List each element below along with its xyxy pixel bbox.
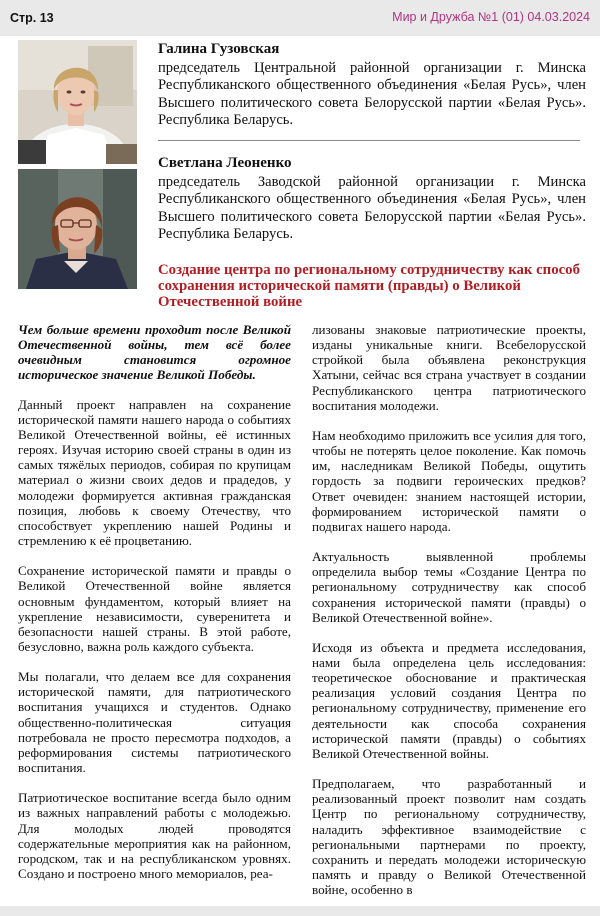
article-paragraph: Актуальность выявленной проблемы определила выбор темы «Создание Центра по региональному сотрудничеству как способ сохранения исторической памяти (правды) о Великой Отечественной войне». (312, 549, 586, 625)
article-title: Создание центра по региональному сотрудничеству как способ сохранения исторической памяти (правды) о Великой Отечественной войне (158, 262, 580, 310)
page-footer-bar (0, 906, 600, 916)
person-card-1 (158, 41, 586, 130)
person-description: председатель Заводской районной организации г. Минска Республиканского общественного объединения «Белая Русь», член Высшего политического совета Белорусской партии «Белая Русь». Республика Беларусь. (158, 173, 586, 243)
page-header (0, 0, 600, 36)
person-name: Светлана Леоненко (158, 155, 292, 171)
article-column-right (312, 322, 586, 912)
portrait-photo-2 (18, 169, 137, 289)
issue-info: Мир и Дружба №1 (01) 04.03.2024 (392, 10, 590, 24)
article-paragraph: Патриотическое воспитание всегда было одним из важных направлений работы с молодежью. Для молодых людей проводятся содержательные мероприятия как на районном, городском, так и на республиканском уровнях. Создано и построено много мемориалов, реа- (18, 790, 291, 881)
article-paragraph: Предполагаем, что разработанный и реализованный проект позволит нам создать Центр по региональному сотрудничеству, наладить эффективное взаимодействие с региональными партнерами по проекту, сохранить и передать молодежи историческую память и правду о Великой Отечественной войне, особенно в (312, 776, 586, 898)
article-paragraph: Мы полагали, что делаем все для сохранения исторической памяти, для патриотического воспитания учащихся и студентов. Однако общественно-политическая ситуация потребовала не просто пересмотра подходов, а реформирования системы патриотического воспитания. (18, 669, 291, 776)
person-description: председатель Центральной районной организации г. Минска Республиканского общественного объединения «Белая Русь», член Высшего политического совета Белорусской партии «Белая Русь». Республика Беларусь. (158, 59, 586, 129)
article-paragraph: Исходя из объекта и предмета исследования, нами была определена цель исследования: теоретическое обоснование и практическая реализация условий создания Центра по региональному сотрудничеству, применение его деятельности как способа сохранения исторической памяти (правды) о событиях Великой Отечественной войны. (312, 639, 586, 761)
person-card-2 (158, 155, 586, 244)
article-paragraph: Данный проект направлен на сохранение исторической памяти нашего народа о событиях Великой Отечественной войны, её истинных героях. Изучая историю своей страны в один из самых тяжёлых периодов, собирая по крупицам материал о жизни своих дедов и прадедов, у молодежи формируется активная гражданская позиция, любовь к своему Отечеству, что способствует укреплению нашей Родины и стремлению к её процветанию. (18, 396, 291, 549)
portrait-photo-1 (18, 40, 137, 164)
article-column-left (18, 322, 291, 896)
article-paragraph: лизованы знаковые патриотические проекты, изданы уникальные книги. Всебелорусской стройкой была объявлена реконструкция Хатыни, сейчас вся страна участвует в создании Республиканского центра патриотического воспитания молодежи. (312, 322, 586, 413)
article-paragraph: Сохранение исторической памяти и правды о Великой Отечественной войне является основным фундаментом, который влияет на укрепление независимости, суверенитета и безопасности нашей страны. В этой работе, безусловно, важна роль каждого субъекта. (18, 563, 291, 654)
page-number: Стр. 13 (10, 11, 54, 25)
divider (158, 140, 580, 141)
article-paragraph: Нам необходимо приложить все усилия для того, чтобы не потерять целое поколение. Как помочь им, наследникам Великой Победы, ощутить гордость за подвиги героических предков? Ответ очевиден: знанием настоящей истории, формированием исторической памяти о подвигах нашего народа. (312, 427, 586, 534)
person-name: Галина Гузовская (158, 41, 280, 57)
article-lead: Чем больше времени проходит после Великой Отечественной войны, тем всё более очевидным становится огромное историческое значение Великой Победы. (18, 322, 291, 383)
